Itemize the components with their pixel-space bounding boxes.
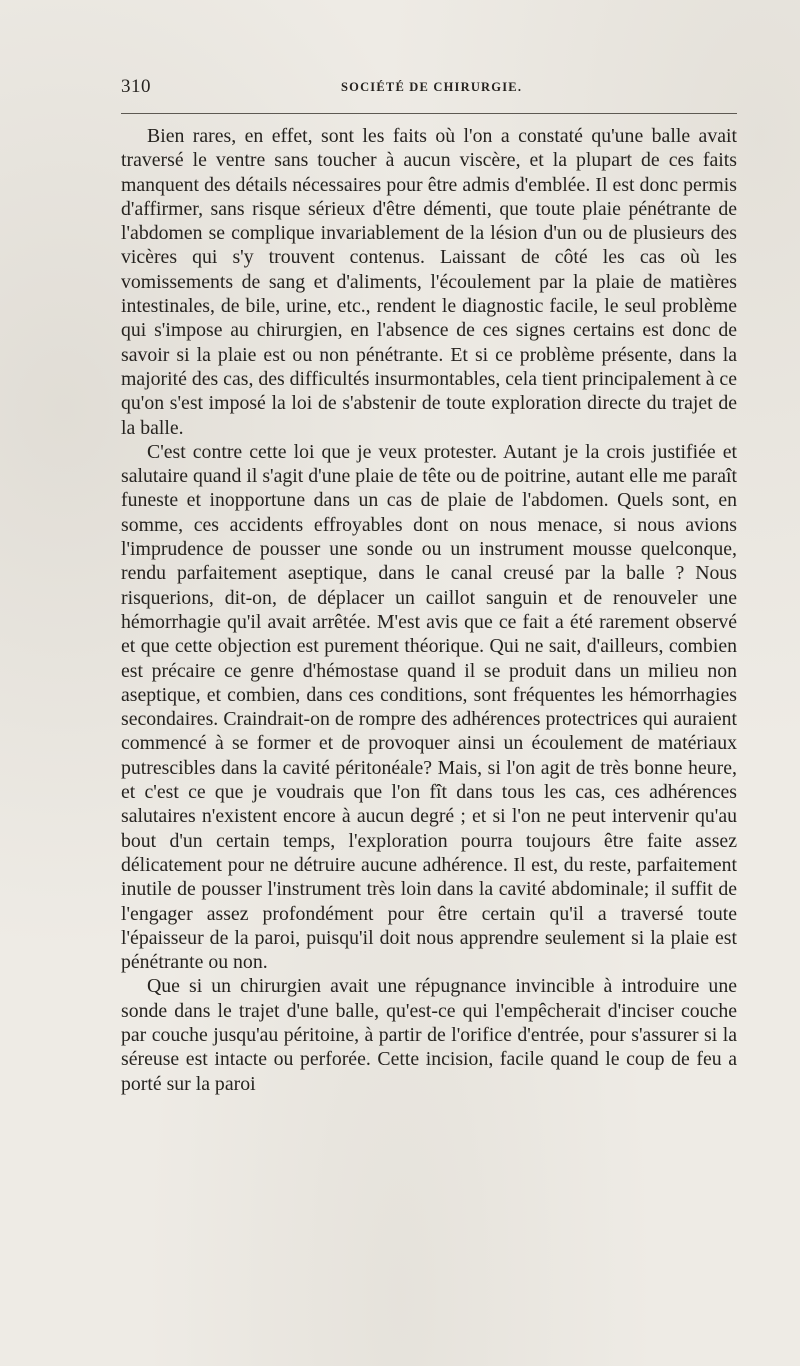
running-title: SOCIÉTÉ DE CHIRURGIE. — [341, 80, 523, 94]
paragraph: Que si un chirurgien avait une répugnance invincible à introduire une sonde dans le trajet d'une balle, qu'est-ce qui l'empêcherait d'inciser couche par couche jusqu'au péritoine, à partir de l'orifice d'entrée, pour s'assurer si la séreuse est intacte ou perforée. Cette incision, facile quand le coup de feu a porté sur la paroi — [121, 975, 737, 1095]
paragraph: C'est contre cette loi que je veux protester. Autant je la crois justifiée et salutaire quand il s'agit d'une plaie de tête ou de poitrine, autant elle me paraît funeste et inopportune dans un cas de plaie de l'abdomen. Quels sont, en somme, ces accidents effroyables dont on nous menace, si nous avions l'imprudence de pousser une sonde ou un instrument mousse quelconque, rendu parfaitement aseptique, dans le canal creusé par la balle ? Nous risquerions, dit-on, de déplacer un caillot sanguin et de renouveler une hémorrhagie qu'il avait arrêtée. M'est avis que ce fait a été rarement observé et que cette objection est purement théorique. Qui ne sait, d'ailleurs, combien est précaire ce genre d'hémostase quand il se produit dans un milieu non aseptique, et combien, dans ces conditions, sont fréquentes les hémorrhagies secondaires. Craindrait-on de rompre des adhérences protectrices qui auraient commencé à se former et de provoquer ainsi un écoulement de matériaux putrescibles dans la cavité péritonéale? Mais, si l'on agit de très bonne heure, et c'est ce que je voudrais que l'on fît dans tous les cas, ces adhérences salutaires n'existent encore à aucun degré ; et si l'on ne peut intervenir qu'au bout d'un certain temps, l'exploration pourra toujours être faite assez délicatement pour ne détruire aucune adhérence. Il est, du reste, parfaitement inutile de pousser l'instrument très loin dans la cavité abdominale; il suffit de l'engager assez profondément pour être certain qu'il a traversé toute l'épaisseur de la paroi, puisqu'il doit nous apprendre seulement si la plaie est pénétrante ou non. — [121, 440, 737, 974]
body-text — [121, 124, 737, 1096]
header-rule — [121, 113, 737, 114]
paragraph: Bien rares, en effet, sont les faits où l'on a constaté qu'une balle avait traversé le ventre sans toucher à aucun viscère, et la plupart de ces faits manquent des détails nécessaires pour être admis d'emblée. Il est donc permis d'affirmer, sans risque sérieux d'être démenti, que toute plaie pénétrante de l'abdomen se complique invariablement de la lésion d'un ou de plusieurs des vicères qui s'y trouvent contenus. Laissant de côté les cas où les vomissements de sang et d'aliments, l'écoulement par la plaie de matières intestinales, de bile, urine, etc., rendent le diagnostic facile, le seul problème qui s'impose au chirurgien, en l'absence de ces signes certains est donc de savoir si la plaie est ou non pénétrante. Et si ce problème présente, dans la majorité des cas, des difficultés insurmontables, cela tient principalement à ce qu'on s'est imposé la loi de s'abstenir de toute exploration directe du trajet de la balle. — [121, 125, 737, 439]
page-number: 310 — [121, 76, 151, 97]
page-header — [121, 74, 737, 102]
